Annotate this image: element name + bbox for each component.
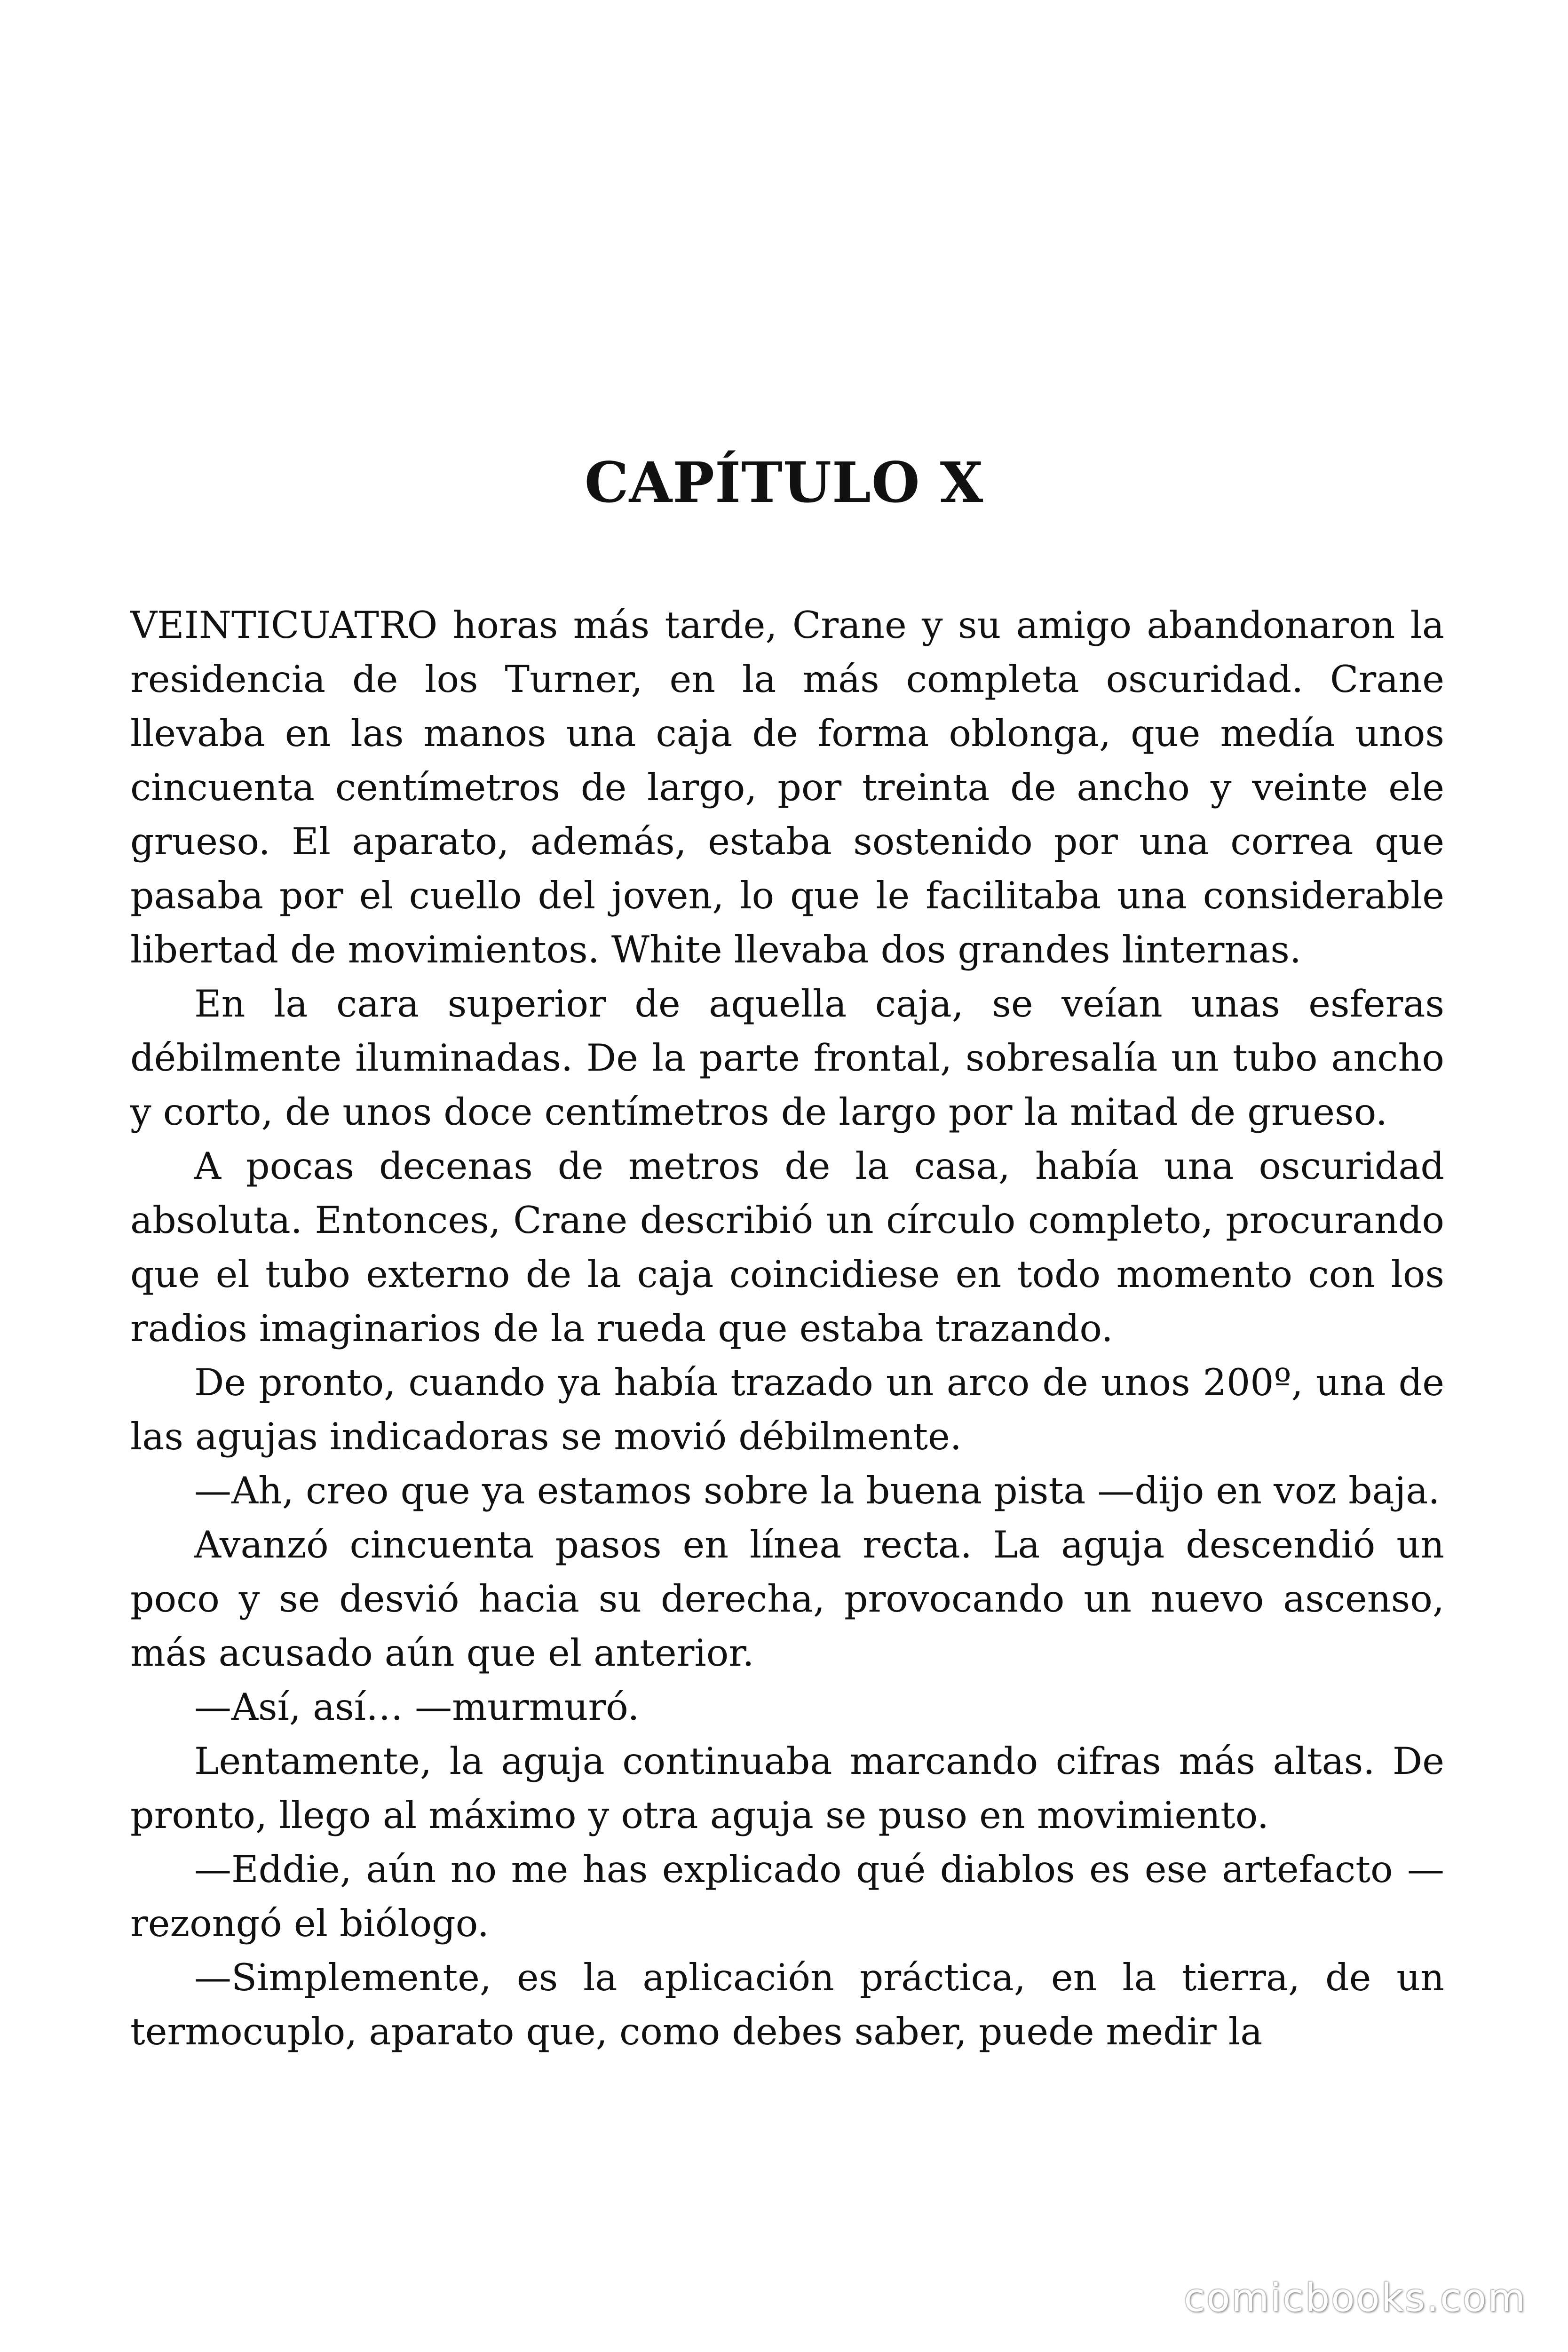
watermark: comicbooks.com: [1184, 2276, 1527, 2320]
paragraph: VEINTICUATRO horas más tarde, Crane y su amigo abandonaron la residencia de los Turner, en la más completa oscuridad. Crane llevaba en las manos una caja de forma oblonga, que medía unos cincuenta centímetros de largo, por treinta de ancho y veinte ele grueso. El aparato, además, estaba sostenido por una correa que pasaba por el cuello del joven, lo que le facilitaba una considerable libertad de movimientos. White llevaba dos grandes linternas.: [130, 604, 1444, 971]
paragraph: De pronto, cuando ya había trazado un arco de unos 200º, una de las agujas indicadoras se movió débilmente.: [130, 1361, 1444, 1458]
paragraph: —Así, así… —murmuró.: [194, 1685, 640, 1729]
chapter-body: [130, 598, 1444, 2059]
paragraph: Avanzó cincuenta pasos en línea recta. La aguja descendió un poco y se desvió hacia su derecha, provocando un nuevo ascenso, más acusado aún que el anterior.: [130, 1523, 1444, 1675]
paragraph: —Ah, creo que ya estamos sobre la buena pista —dijo en voz baja.: [194, 1469, 1440, 1512]
chapter-title: CAPÍTULO X: [584, 450, 984, 515]
paragraph: En la cara superior de aquella caja, se veían unas esferas débilmente iluminadas. De la parte frontal, sobresalía un tubo ancho y corto, de unos doce centímetros de largo por la mitad de grueso.: [130, 982, 1444, 1134]
paragraph: A pocas decenas de metros de la casa, había una oscuridad absoluta. Entonces, Crane describió un círculo completo, procurando que el tubo externo de la caja coincidiese en todo momento con los radios imaginarios de la rueda que estaba trazando.: [130, 1144, 1444, 1350]
paragraph: Lentamente, la aguja continuaba marcando cifras más altas. De pronto, llego al máximo y otra aguja se puso en movimiento.: [130, 1740, 1444, 1837]
paragraph: —Eddie, aún no me has explicado qué diablos es ese artefacto — rezongó el biólogo.: [130, 1848, 1444, 1945]
paragraph: —Simplemente, es la aplicación práctica, en la tierra, de un termocuplo, aparato que, como debes saber, puede medir la: [130, 1956, 1444, 2053]
